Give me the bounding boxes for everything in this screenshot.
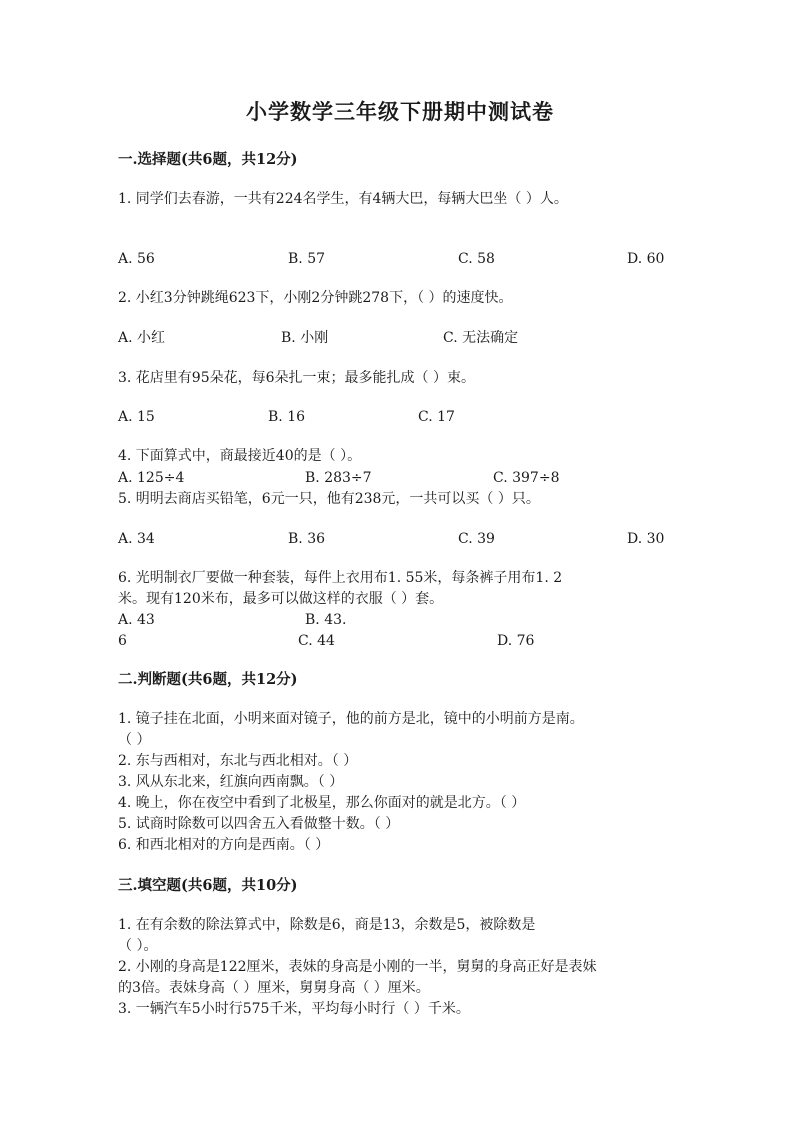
option-b: B. 43. bbox=[305, 612, 347, 628]
section-heading-fill: 三.填空题(共6题，共10分) bbox=[118, 877, 298, 894]
option-b: B. 57 bbox=[288, 251, 326, 267]
statement-line: 1. 镜子挂在北面，小明来面对镜子，他的前方是北，镜中的小明前方是南。 bbox=[118, 711, 584, 727]
question-text-line: 6. 光明制衣厂要做一种套装，每件上衣用布1. 55米，每条裤子用布1. 2 bbox=[118, 570, 563, 586]
statement-line: 6. 和西北相对的方向是西南。（ ） bbox=[118, 837, 330, 853]
option-d: D. 60 bbox=[627, 251, 665, 267]
option-c: C. 58 bbox=[458, 251, 495, 267]
option-c: C. 39 bbox=[458, 531, 495, 547]
option-a: A. 56 bbox=[118, 251, 155, 267]
question-text: 1. 同学们去春游，一共有224名学生，有4辆大巴，每辆大巴坐（ ）人。 bbox=[118, 191, 568, 207]
option-b: B. 36 bbox=[288, 531, 326, 547]
fill-line: 2. 小刚的身高是122厘米，表妹的身高是小刚的一半，舅舅的身高正好是表妹 bbox=[118, 959, 597, 975]
option-d: D. 30 bbox=[627, 531, 665, 547]
statement-line: 2. 东与西相对，东北与西北相对。（ ） bbox=[118, 753, 358, 769]
fill-line: 1. 在有余数的除法算式中，除数是6，商是13，余数是5，被除数是 bbox=[118, 917, 536, 933]
section-heading-choice: 一.选择题(共6题，共12分) bbox=[118, 151, 298, 168]
option-b: B. 小刚 bbox=[281, 330, 329, 346]
fill-line: 的3倍。表妹身高（ ）厘米，舅舅身高（ ）厘米。 bbox=[118, 980, 430, 996]
option-a: A. 小红 bbox=[118, 330, 166, 346]
section-heading-judgement: 二.判断题(共6题，共12分) bbox=[118, 671, 298, 688]
question-text: 2. 小红3分钟跳绳623下，小刚2分钟跳278下，（ ）的速度快。 bbox=[118, 290, 513, 306]
option-a: A. 34 bbox=[118, 531, 155, 547]
statement-line: 5. 试商时除数可以四舍五入看做整十数。（ ） bbox=[118, 816, 400, 832]
question-text: 5. 明明去商店买铅笔，6元一只，他有238元，一共可以买（ ）只。 bbox=[118, 491, 540, 507]
option-b-continuation: 6 bbox=[118, 633, 127, 649]
option-b: B. 16 bbox=[268, 409, 306, 425]
option-a: A. 43 bbox=[118, 612, 155, 628]
option-c: C. 无法确定 bbox=[443, 330, 519, 346]
option-a: A. 15 bbox=[118, 409, 155, 425]
option-a: A. 125÷4 bbox=[118, 470, 185, 486]
option-d: D. 76 bbox=[497, 633, 535, 649]
option-c: C. 17 bbox=[418, 409, 455, 425]
question-text-line: 米。现有120米布，最多可以做这样的衣服（ ）套。 bbox=[118, 591, 444, 607]
statement-line: 3. 风从东北来，红旗向西南飘。（ ） bbox=[118, 774, 344, 790]
fill-line: （ ）。 bbox=[118, 938, 158, 954]
statement-line: 4. 晚上，你在夜空中看到了北极星，那么你面对的就是北方。（ ） bbox=[118, 795, 526, 811]
page-title: 小学数学三年级下册期中测试卷 bbox=[246, 99, 554, 124]
fill-line: 3. 一辆汽车5小时行575千米，平均每小时行（ ）千米。 bbox=[118, 1001, 470, 1017]
statement-line: （ ） bbox=[118, 732, 151, 748]
question-text: 4. 下面算式中，商最接近40的是（ ）。 bbox=[118, 448, 362, 464]
option-b: B. 283÷7 bbox=[305, 470, 372, 486]
option-c: C. 397÷8 bbox=[493, 470, 560, 486]
question-text: 3. 花店里有95朵花，每6朵扎一束；最多能扎成（ ）束。 bbox=[118, 370, 475, 386]
option-c: C. 44 bbox=[298, 633, 335, 649]
